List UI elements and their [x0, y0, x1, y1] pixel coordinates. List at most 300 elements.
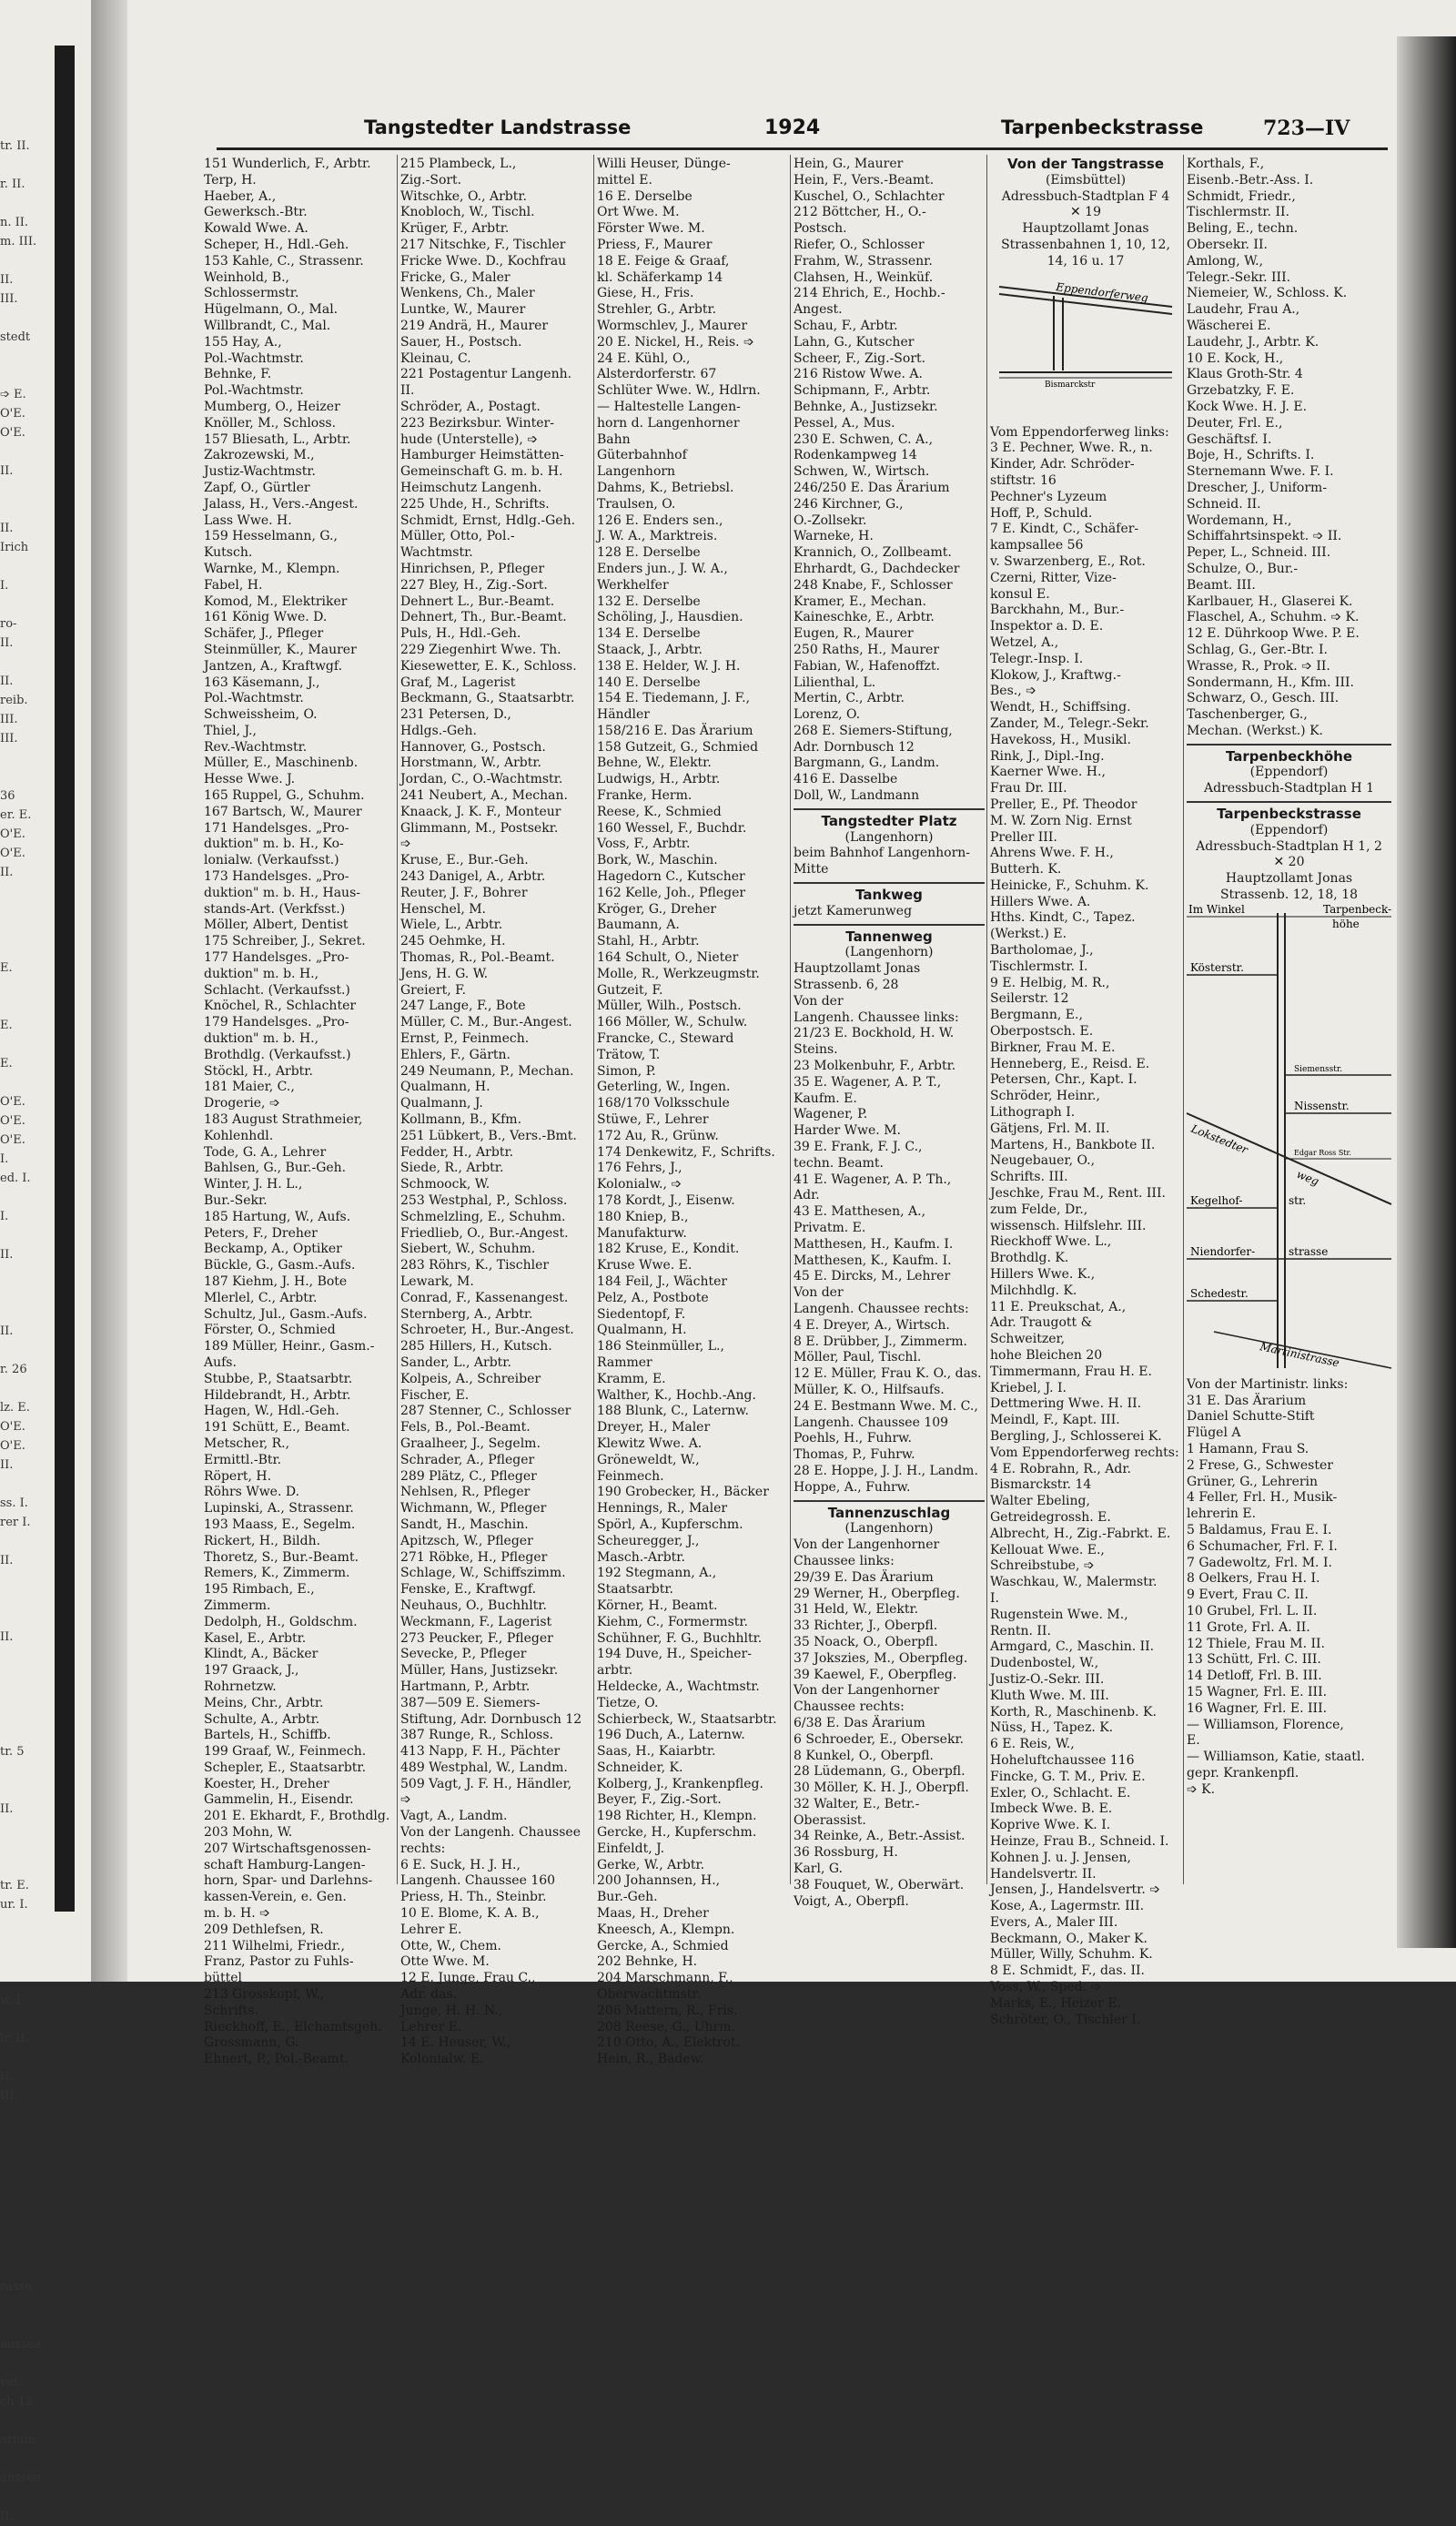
directory-entry: Franke, Herm. [597, 788, 693, 804]
directory-entry: Müller, C. M., Bur.-Angest. [400, 1015, 572, 1030]
margin-fragment [0, 2182, 53, 2201]
directory-entry: 387 Runge, R., Schloss. [400, 1728, 553, 1743]
entries-martinistrasse [1187, 1377, 1391, 1799]
margin-fragment: m. III. [0, 235, 37, 249]
directory-entry: 179 Handelsges. „Pro- [204, 1015, 349, 1030]
margin-fragment: III. [0, 292, 18, 306]
directory-entry: 31 E. Das Ärarium [1187, 1393, 1307, 1408]
directory-entry: 10 E. Blome, K. A. B., [400, 1906, 540, 1922]
directory-entry: Beckmann, G., Staatsarbtr. [400, 691, 575, 706]
margin-fragment [0, 2411, 53, 2430]
directory-entry: Thiel, J., [204, 723, 257, 738]
directory-entry: Kolpeis, A., Schreiber [400, 1371, 541, 1386]
directory-entry: Schipmann, F., Arbtr. [794, 383, 931, 399]
directory-entry: Schwen, W., Wirtsch. [794, 464, 930, 480]
directory-entry: Fincke, G. T. M., Priv. E. [990, 1769, 1146, 1784]
column-4 [794, 157, 985, 1910]
margin-fragment [0, 939, 53, 959]
directory-entry: Vom Eppendorferweg links: [990, 424, 1169, 440]
directory-entry: Mlerlel, C., Arbtr. [204, 1290, 318, 1305]
margin-fragment [0, 2010, 53, 2029]
directory-entry: Witschke, O., Arbtr. [400, 188, 527, 204]
directory-entry: Schwarz, O., Gesch. III. [1187, 691, 1340, 706]
directory-entry: 16 E. Derselbe [597, 188, 693, 204]
directory-entry: Thoretz, S., Bur.-Beamt. [204, 1549, 359, 1565]
directory-entry: Kriebel, J. I. [990, 1380, 1067, 1395]
margin-fragment: tr. 5 [0, 1745, 25, 1759]
directory-entry: Qualmann, H. [597, 1323, 687, 1338]
margin-fragment: tr. E. [0, 1879, 29, 1892]
directory-entry: 7 E. Kindt, C., Schäfer- [990, 522, 1139, 537]
directory-entry: lonialw. (Verkaufsst.) [204, 853, 339, 868]
directory-entry: Mumberg, O., Heizer [204, 399, 340, 414]
margin-fragment: r. II. [0, 178, 25, 191]
directory-entry: Scheuregger, J., [597, 1533, 700, 1548]
directory-entry: Rink, J., Dipl.-Ing. [990, 748, 1105, 764]
directory-entry: Scheper, H., Hdl.-Geh. [204, 237, 349, 252]
directory-entry: 12 E. Müller, Frau K. O., das. [794, 1366, 982, 1382]
directory-entry: kampsallee 56 [990, 538, 1084, 553]
margin-fragment: ed. I. [0, 1172, 31, 1185]
directory-entry: Gercke, H., Kupferschm. [597, 1825, 757, 1841]
margin-fragment: O'E. [0, 1420, 25, 1434]
directory-entry: 204 Marschmann, F., [597, 1971, 733, 1986]
directory-entry: 37 Jokszies, M., Oberpfleg. [794, 1650, 968, 1666]
directory-entry: 196 Duch, A., Laternw. [597, 1728, 745, 1743]
directory-entry: Jens, H. G. W. [400, 966, 489, 981]
margin-fragment: w. I. [0, 1993, 25, 2007]
directory-entry: Werkhelfer [597, 577, 669, 593]
directory-entry: 413 Napp, F. H., Pächter [400, 1744, 561, 1760]
directory-entry: Von der [794, 993, 844, 1009]
map-label: weg [1294, 1167, 1321, 1189]
directory-entry: Müller, Willy, Schuhm. K. [990, 1947, 1153, 1963]
directory-entry: 29/39 E. Das Ärarium [794, 1569, 934, 1585]
directory-entry: Grüner, G., Lehrerin [1187, 1474, 1319, 1489]
directory-entry: 173 Handelsges. „Pro- [204, 869, 349, 885]
directory-entry: Riefer, O., Schlosser [794, 237, 925, 252]
directory-entry: Schlüter Wwe. W., Hdlrn. [597, 383, 761, 399]
directory-entry: 151 Wunderlich, F., Arbtr. [204, 157, 371, 171]
margin-fragment [0, 1532, 53, 1551]
directory-entry: 177 Handelsges. „Pro- [204, 950, 349, 966]
directory-entry: 208 Reese, G., Uhrm. [597, 2019, 735, 2034]
directory-entry: Klaus Groth-Str. 4 [1187, 367, 1303, 382]
directory-entry: Flügel A [1187, 1425, 1241, 1441]
directory-entry: Wordemann, H., [1187, 512, 1292, 528]
directory-entry: Schröder, A., Postagt. [400, 399, 541, 414]
map-label-bismarckstr: Bismarckstr [1045, 380, 1096, 390]
directory-entry: 12 E. Dührkoop Wwe. P. E. [1187, 626, 1360, 642]
directory-entry: Barckhahn, M., Bur.- [990, 603, 1125, 618]
directory-entry: Dudenbostel, W., [990, 1656, 1099, 1671]
column-rule [986, 155, 987, 1884]
margin-fragment: II. [0, 273, 14, 287]
directory-entry: Voss, F., Arbtr. [597, 837, 691, 852]
directory-entry: Justiz-Wachtmstr. [204, 464, 316, 480]
directory-entry: Kollmann, B., Kfm. [400, 1112, 522, 1128]
directory-entry: Heinicke, F., Schuhm. K. [990, 878, 1149, 893]
margin-fragment [0, 920, 53, 939]
directory-entry: v. Swarzenberg, E., Rot. [990, 553, 1146, 569]
margin-fragment [0, 366, 53, 385]
margin-fragment [0, 2488, 53, 2507]
directory-entry: Adr. [794, 1188, 820, 1203]
margin-fragment: II. [0, 1248, 14, 1262]
directory-entry: Fenske, E., Kraftwgf. [400, 1582, 537, 1598]
directory-entry: 195 Rimbach, E., [204, 1582, 315, 1598]
directory-entry: Hagedorn C., Kutscher [597, 869, 745, 885]
directory-entry: Lupinski, A., Strassenr. [204, 1501, 354, 1517]
directory-entry: Greiert, F. [400, 982, 467, 998]
margin-fragment: ss. I. [0, 1496, 28, 1510]
directory-entry: 45 E. Dircks, M., Lehrer [794, 1269, 951, 1284]
directory-entry: 35 E. Wagener, A. P. T., [794, 1074, 942, 1090]
directory-entry: 174 Denkewitz, F., Schrifts. [597, 1144, 775, 1160]
section-rule [794, 924, 985, 926]
directory-entry: Traulsen, O. [597, 496, 676, 512]
directory-entry: 16 Wagner, Frl. E. III. [1187, 1700, 1328, 1716]
directory-entry: Kramm, E. [597, 1371, 666, 1386]
directory-entry: Wichmann, W., Pfleger [400, 1501, 547, 1517]
street-info: Hauptzollamt Jonas [1022, 221, 1149, 237]
directory-entry: Hartmann, P., Arbtr. [400, 1679, 531, 1694]
directory-entry: Dahms, K., Betriebsl. [597, 480, 734, 495]
directory-entry: Otte, W., Chem. [400, 1938, 501, 1953]
directory-entry: Chaussee rechts: [794, 1699, 905, 1715]
directory-entry: Schrifts. III. [990, 1170, 1068, 1185]
margin-fragment [0, 1073, 53, 1092]
directory-entry: Reuter, J. F., Bohrer [400, 885, 528, 900]
directory-entry: Reese, K., Schmied [597, 804, 722, 819]
margin-fragment [0, 1685, 53, 1704]
directory-entry: 32 Walter, E., Betr.- [794, 1796, 920, 1811]
directory-entry: Schlacht. (Verkaufsst.) [204, 982, 350, 998]
column-3 [597, 157, 788, 2068]
directory-entry: Ermittl.-Btr. [204, 1452, 282, 1467]
directory-entry: 207 Wirtschaftsgenossen- [204, 1841, 371, 1856]
directory-entry: Eisenb.-Betr.-Ass. I. [1187, 172, 1314, 188]
directory-entry: Marks, E., Heizer E. [990, 1995, 1121, 2011]
directory-entry: Dettmering Wwe. H. II. [990, 1396, 1142, 1412]
directory-entry: Meindl, F., Kapt. III. [990, 1413, 1120, 1428]
directory-entry: Hein, F., Vers.-Beamt. [794, 172, 935, 188]
margin-fragment [0, 347, 53, 366]
directory-entry: Schweitzer, [990, 1332, 1066, 1347]
directory-entry: 35 Noack, O., Oberpfl. [794, 1634, 938, 1649]
street-info: Adressbuch-Stadtplan H 1 [1204, 781, 1374, 796]
directory-entry: 160 Wessel, F., Buchdr. [597, 820, 747, 836]
directory-entry: 287 Stenner, C., Schlosser [400, 1404, 571, 1419]
directory-entry: 12 E. Junge, Frau C., [400, 1971, 536, 1986]
directory-entry: 191 Schütt, E., Beamt. [204, 1420, 350, 1435]
directory-entry: Ehnert, P., Pol.-Beamt. [204, 2052, 349, 2067]
directory-entry: Brothdlg. (Verkaufsst.) [204, 1047, 351, 1062]
directory-entry: Drogerie, ➩ [204, 1096, 280, 1111]
directory-entry: Deuter, Frl. E., [1187, 415, 1283, 431]
directory-entry: Czerni, Ritter, Vize- [990, 570, 1117, 585]
directory-entry: Oberassist. [794, 1812, 866, 1828]
directory-entry: 8 Kunkel, O., Oberpfl. [794, 1748, 934, 1763]
directory-entry: 189 Müller, Heinr., Gasm.- [204, 1339, 375, 1354]
directory-entry: Boje, H., Schrifts. I. [1187, 448, 1315, 463]
directory-entry: 203 Mohn, W. [204, 1825, 293, 1841]
directory-entry: Bergmann, E., [990, 1008, 1083, 1023]
directory-entry: 158/216 E. Das Ärarium [597, 723, 753, 738]
directory-entry: 165 Ruppel, G., Schuhm. [204, 788, 365, 804]
directory-entry: Metscher, R., [204, 1435, 290, 1451]
directory-entry: Klindt, A., Bäcker [204, 1647, 318, 1662]
directory-entry: ➩ [400, 837, 411, 852]
directory-entry: Tischlermstr. I. [990, 959, 1088, 974]
directory-entry: Zapf, O., Gürtler [204, 480, 310, 495]
directory-entry: Gröneweldt, W., [597, 1452, 700, 1467]
directory-entry: Inspektor a. D. E. [990, 619, 1104, 634]
margin-fragment: I. [0, 1210, 9, 1223]
directory-entry: 180 Kniep, B., [597, 1209, 689, 1224]
directory-entry: Mertin, C., Arbtr. [794, 691, 905, 706]
directory-entry: 13 Schütt, Frl. C. III. [1187, 1652, 1321, 1668]
directory-entry: 6 Schroeder, E., Obersekr. [794, 1731, 965, 1747]
directory-entry: 172 Au, R., Grünw. [597, 1128, 719, 1143]
directory-entry: Grossmann, G. [204, 2035, 299, 2051]
margin-fragment: n. II. [0, 216, 29, 229]
directory-entry: Gätjens, Frl. M. II. [990, 1121, 1110, 1136]
directory-entry: Langenh. Chaussee rechts: [794, 1301, 969, 1316]
directory-entry: 41 E. Wagener, A. P. Th., [794, 1172, 952, 1187]
directory-entry: duktion" m. b. H., [204, 1031, 319, 1047]
directory-entry: Hannover, G., Postsch. [400, 739, 546, 755]
directory-entry: Wäscherei E. [1187, 318, 1271, 333]
margin-fragment: II. [0, 1630, 14, 1644]
directory-entry: Pessel, A., Mus. [794, 415, 895, 431]
directory-entry: Preller, E., Pf. Theodor [990, 796, 1138, 812]
margin-fragment [0, 1589, 53, 1608]
directory-entry: 509 Vagt, J. F. H., Händler, [400, 1776, 572, 1791]
directory-entry: 28 E. Hoppe, J. J. H., Landm. [794, 1463, 978, 1478]
directory-entry: Baumann, A. [597, 918, 680, 933]
directory-entry: Scheer, F., Zig.-Sort. [794, 350, 926, 366]
directory-entry: ➩ [400, 1792, 411, 1808]
directory-entry: 229 Ziegenhirt Wwe. Th. [400, 642, 561, 657]
directory-entry: Grzebatzky, F. E. [1187, 383, 1295, 399]
directory-entry: Zig.-Sort. [400, 172, 462, 188]
directory-entry: Dehnert L., Bur.-Beamt. [400, 593, 555, 609]
street-district: (Eimsbüttel) [1045, 172, 1127, 188]
directory-entry: 249 Neumann, P., Mechan. [400, 1063, 574, 1079]
directory-entry: Pelz, A., Postbote [597, 1290, 709, 1305]
section-rule [794, 1500, 985, 1502]
directory-entry: 166 Möller, W., Schulw. [597, 1015, 748, 1030]
directory-entry: Siedentopf, F. [597, 1306, 686, 1322]
directory-entry: Hillers Wwe. A. [990, 894, 1091, 909]
directory-entry: Kolonialw. E. [400, 2052, 484, 2067]
directory-entry: Bargmann, G., Landm. [794, 756, 940, 771]
map-label: Edgar Ross Str. [1294, 1148, 1351, 1157]
directory-entry: Ort Wwe. M. [597, 205, 680, 220]
directory-entry: 9 E. Helbig, M. R., [990, 975, 1110, 990]
directory-entry: Hinrichsen, P., Pfleger [400, 561, 545, 576]
directory-entry: Hesse Wwe. J. [204, 772, 296, 787]
directory-entry: Wagener, P. [794, 1107, 868, 1122]
directory-entry: zum Felde, Dr., [990, 1202, 1088, 1217]
directory-entry: Vagt, A., Landm. [400, 1809, 508, 1824]
directory-entry: 12 Thiele, Frau M. II. [1187, 1636, 1326, 1651]
directory-entry: 184 Feil, J., Wächter [597, 1273, 728, 1289]
directory-entry: Langenh. Chaussee 109 [794, 1415, 949, 1430]
directory-entry: Milchhdlg. K. [990, 1283, 1077, 1298]
directory-entry: Behnke, F. [204, 367, 272, 382]
directory-entry: 489 Westphal, W., Landm. [400, 1760, 568, 1775]
directory-entry: 20 E. Nickel, H., Reis. ➩ [597, 334, 754, 350]
directory-entry: Hoff, P., Schuld. [990, 505, 1093, 521]
directory-entry: Schmoock, W. [400, 1177, 490, 1192]
directory-entry: Haeber, A., [204, 188, 277, 204]
margin-fragment [0, 1704, 53, 1723]
directory-entry: 164 Schult, O., Nieter [597, 950, 739, 966]
directory-entry: Körner, H., Beamt. [597, 1598, 718, 1613]
directory-entry: Schroeter, H., Bur.-Angest. [400, 1323, 574, 1338]
directory-entry: 175 Schreiber, J., Sekret. [204, 934, 366, 949]
directory-entry: Tode, G. A., Lehrer [204, 1144, 327, 1160]
directory-entry: Mitte [794, 862, 829, 878]
map-label: Niendorfer- [1190, 1244, 1256, 1258]
directory-entry: Korthals, F., [1187, 157, 1265, 171]
directory-entry: Kasel, E., Arbtr. [204, 1630, 307, 1646]
margin-fragment [0, 1570, 53, 1589]
margin-fragment: arium [0, 2433, 35, 2447]
directory-entry: Steinmüller, K., Maurer [204, 642, 357, 657]
directory-entry: 231 Petersen, D., [400, 707, 511, 723]
margin-fragment: I. [0, 579, 9, 593]
directory-entry: Birkner, Frau M. E. [990, 1040, 1116, 1055]
directory-entry: Wetzel, A., [990, 634, 1059, 650]
directory-entry: Thomas, P., Fuhrw. [794, 1447, 915, 1463]
directory-entry: 6 Schumacher, Frl. F. I. [1187, 1538, 1338, 1554]
margin-fragment: II. [0, 675, 14, 688]
directory-entry: 219 Andrä, H., Maurer [400, 318, 549, 333]
directory-entry: Peters, F., Dreher [204, 1225, 318, 1241]
directory-entry: Siede, R., Arbtr. [400, 1161, 504, 1176]
directory-entry: 132 E. Derselbe [597, 593, 701, 609]
directory-entry: Dreyer, H., Maler [597, 1420, 711, 1435]
directory-entry: Kuschel, O., Schlachter [794, 188, 945, 204]
directory-entry: Saas, H., Kaiarbtr. [597, 1744, 716, 1760]
directory-entry: Kohlenhdl. [204, 1128, 274, 1143]
directory-entry: Müller, Hans, Justizsekr. [400, 1663, 559, 1679]
directory-entry: horn, Spar- und Darlehns- [204, 1873, 373, 1889]
margin-fragment [0, 481, 53, 500]
directory-entry: Hoppe, A., Fuhrw. [794, 1479, 911, 1495]
directory-entry: Wendt, H., Schiffsing. [990, 700, 1131, 715]
directory-entry: 43 E. Matthesen, A., [794, 1204, 926, 1220]
directory-entry: 227 Bley, H., Zig.-Sort. [400, 577, 548, 593]
right-page-edge [1397, 36, 1456, 1948]
directory-entry: Wormschlev, J., Maurer [597, 318, 748, 333]
margin-fragment [0, 653, 53, 672]
directory-entry: Frau Dr. III. [990, 781, 1067, 796]
margin-fragment: O'E. [0, 426, 25, 440]
page-header [218, 115, 1388, 146]
directory-entry: Getreidegrossh. E. [990, 1509, 1111, 1525]
directory-entry: 217 Nitschke, F., Tischler [400, 237, 566, 252]
margin-fragment [0, 1819, 53, 1838]
directory-entry: 155 Hay, A., [204, 334, 282, 350]
directory-entry: Heimschutz Langenh. [400, 480, 542, 495]
directory-entry: 211 Wilhelmi, Friedr., [204, 1938, 345, 1953]
directory-entry: Jordan, C., O.-Wachtmstr. [400, 772, 563, 787]
directory-entry: Nüss, H., Tapez. K. [990, 1720, 1114, 1736]
directory-entry: Justiz-O.-Sekr. III. [990, 1671, 1105, 1687]
directory-entry: Knöller, M., Schloss. [204, 415, 337, 431]
directory-entry: Friedlieb, O., Bur.-Angest. [400, 1225, 569, 1241]
margin-fragment: II. [0, 636, 14, 650]
directory-entry: Schepler, E., Staatsarbtr. [204, 1760, 367, 1775]
section-rule [794, 808, 985, 810]
directory-entry: Wiele, L., Arbtr. [400, 918, 503, 933]
directory-entry: 268 E. Siemers-Stiftung, [794, 723, 953, 738]
directory-entry: Gutzeit, F. [597, 982, 663, 998]
entries-continued [1187, 157, 1391, 740]
directory-entry: Staatsarbtr. [597, 1582, 673, 1598]
directory-entry: Oberwachtmstr. [597, 1987, 701, 2003]
directory-entry: Hennings, R., Maler [597, 1501, 728, 1517]
directory-entry: Förster Wwe. M. [597, 221, 705, 237]
directory-entry: 178 Kordt, J., Eisenw. [597, 1193, 735, 1208]
street-heading: Tannenweg [845, 928, 933, 945]
directory-entry: stands-Art. (Verkfsst.) [204, 901, 346, 917]
directory-entry: Gerke, W., Arbtr. [597, 1857, 705, 1872]
header-right-street: Tarpenbeckstrasse [1001, 117, 1204, 138]
directory-entry: Schneider, K. [597, 1760, 683, 1775]
directory-entry: Röpert, H. [204, 1468, 272, 1484]
street-district: (Langenhorn) [844, 829, 934, 845]
directory-entry: Postsch. [794, 221, 847, 237]
directory-entry: 10 E. Kock, H., [1187, 350, 1284, 366]
directory-entry: Clahsen, H., Weinküf. [794, 269, 934, 285]
directory-entry: Zimmerm. [204, 1598, 271, 1613]
directory-entry: Preller III. [990, 829, 1057, 845]
directory-entry: horn d. Langenhorner [597, 415, 740, 431]
directory-entry: 33 Richter, J., Oberpfl. [794, 1618, 938, 1634]
directory-entry: II. [400, 383, 415, 399]
directory-entry: Peper, L., Schneid. III. [1187, 545, 1331, 561]
margin-fragment: II. [0, 464, 14, 478]
directory-entry: Bahlsen, G., Bur.-Geh. [204, 1161, 347, 1176]
directory-entry: 15 Wagner, Frl. E. III. [1187, 1685, 1328, 1699]
directory-entry: 138 E. Helder, W. J. H. [597, 658, 741, 674]
street-info: ✕ 20 [1273, 855, 1305, 870]
directory-entry: Krannich, O., Zollbeamt. [794, 545, 952, 561]
margin-fragment [0, 1761, 53, 1780]
directory-entry: Kose, A., Lagermstr. III. [990, 1899, 1145, 1914]
map-label-eppendorferweg: Eppendorferweg [1055, 279, 1149, 304]
margin-fragment [0, 1666, 53, 1685]
margin-fragment [0, 1283, 53, 1303]
margin-fragment: rasse [0, 2280, 33, 2294]
directory-entry: Thomas, R., Pol.-Beamt. [400, 950, 555, 966]
directory-entry: 251 Lübkert, B., Vers.-Bmt. [400, 1128, 577, 1143]
directory-entry: hude (Unterstelle), ➩ [400, 431, 539, 447]
directory-entry: Stahl, H., Arbtr. [597, 934, 700, 949]
directory-entry: Manufakturw. [597, 1225, 687, 1241]
directory-entry: Pol.-Wachtmstr. [204, 350, 304, 366]
directory-entry: Hein, R., Badew. [597, 2052, 704, 2067]
directory-entry: 9 Evert, Frau C. II. [1187, 1588, 1309, 1603]
directory-entry: 253 Westphal, P., Schloss. [400, 1193, 568, 1208]
directory-entry: Matthesen, H., Kaufm. I. [794, 1236, 954, 1252]
directory-entry: 214 Ehrich, E., Hochb.- [794, 286, 945, 301]
